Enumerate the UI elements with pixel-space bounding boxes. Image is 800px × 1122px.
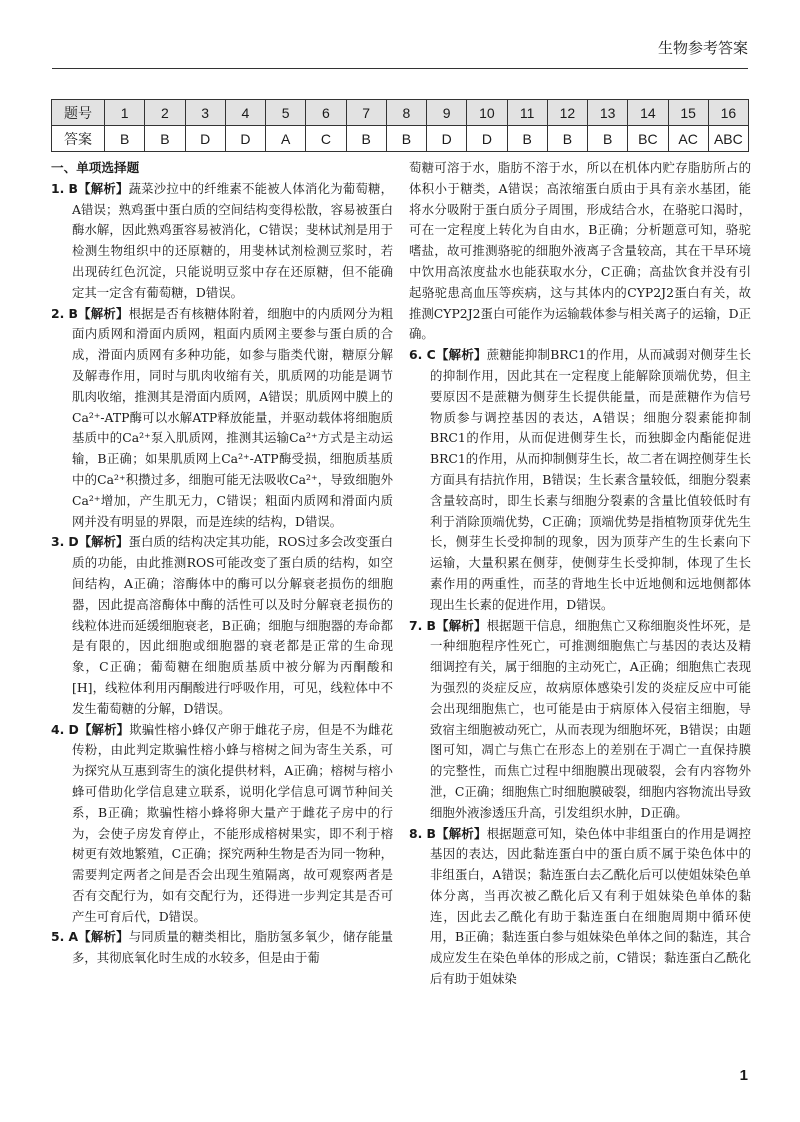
answer-row xyxy=(52,126,749,152)
item-tag: 【解析】 xyxy=(77,180,129,196)
table-cell: ABC xyxy=(708,126,748,152)
item-text: 与同质量的糖类相比，脂肪氢多氧少，储存能量多，其彻底氧化时生成的水较多，但是由于葡 xyxy=(72,929,394,966)
table-cell: B xyxy=(588,126,628,152)
table-cell: 11 xyxy=(507,100,547,126)
answer-item-7 xyxy=(409,616,751,824)
item-tag: 【解析】 xyxy=(435,825,487,841)
item-number: 2. xyxy=(51,305,65,321)
table-cell: 10 xyxy=(467,100,507,126)
table-cell: D xyxy=(225,126,265,152)
answer-item-6 xyxy=(409,345,751,615)
item-text: 蔬菜沙拉中的纤维素不能被人体消化为葡萄糖，A错误；熟鸡蛋中蛋白质的空间结构变得松散，容易被蛋白酶水解，因此熟鸡蛋容易被消化，C错误；斐林试剂是用于检测生物组织中的还原糖的，用斐林试剂检测豆浆时，若出现砖红色沉淀，只能说明豆浆中存在还原糖，但不能确定其一定含有葡萄糖，D错误。 xyxy=(72,180,393,300)
table-cell: D xyxy=(427,126,467,152)
answer-item-4 xyxy=(51,720,393,928)
answer-item-5 xyxy=(51,927,393,969)
table-cell: B xyxy=(145,126,185,152)
left-column xyxy=(51,158,393,969)
item-tag: 【解析】 xyxy=(435,347,487,363)
item-text: 根据题干信息，细胞焦亡又称细胞炎性坏死，是一种细胞程序性死亡，可推测细胞焦亡与基因的表达及精细调控有关，属于细胞的主动死亡，A正确；细胞焦亡表现为强烈的炎症反应，故病原体感染引发的炎症反应中可能会出现细胞焦亡，也可能是由于病原体入侵宿主细胞，导致宿主细胞被动死亡，从而表现为细胞坏死，B错误；由题图可知，凋亡与焦亡在形态上的差别在于凋亡一直保持膜的完整性，而焦亡过程中细胞膜出现破裂，会有内容物外泄，C正确；细胞焦亡时细胞膜破裂，细胞内容物流出导致细胞外液渗透压升高，引发组织水肿，D正确。 xyxy=(430,617,751,820)
question-number-row xyxy=(52,100,749,126)
item-answer: A xyxy=(68,929,79,945)
table-cell: 2 xyxy=(145,100,185,126)
item-answer: B xyxy=(426,617,436,633)
table-cell: B xyxy=(547,126,587,152)
row-label-question: 题号 xyxy=(52,100,105,126)
table-cell: 13 xyxy=(588,100,628,126)
table-cell: 5 xyxy=(266,100,306,126)
item-tag: 【解析】 xyxy=(78,721,130,737)
item-answer: B xyxy=(426,825,436,841)
item-answer: C xyxy=(426,347,436,363)
table-cell: 16 xyxy=(708,100,748,126)
table-cell: A xyxy=(266,126,306,152)
item-number: 4. xyxy=(51,721,65,737)
table-cell: 14 xyxy=(628,100,668,126)
item-5-continuation: 萄糖可溶于水，脂肪不溶于水，所以在机体内贮存脂肪所占的体积小于糖类，A错误；高浓缩蛋白质由于具有亲水基团，能将水分吸附于蛋白质分子周围，形成结合水，在骆驼口渴时，可在一定程度上转化为自由水，B正确；分析题意可知，骆驼嗜盐，故可推测骆驼的细胞外液离子含量较高，其在干旱环境中饮用高浓度盐水也能获取水分，C正确；高盐饮食并没有引起骆驼患高血压等疾病，这与其体内的CYP2J2蛋白有关，故推测CYP2J2蛋白可能作为运输载体参与相关离子的运输，D正确。 xyxy=(409,160,751,342)
item-answer: D xyxy=(68,534,79,550)
table-cell: 3 xyxy=(185,100,225,126)
table-cell: B xyxy=(507,126,547,152)
page-number: 1 xyxy=(739,1067,748,1084)
table-cell: B xyxy=(105,126,145,152)
item-text: 根据题意可知，染色体中非组蛋白的作用是调控基因的表达，因此黏连蛋白中的蛋白质不属于染色体中的非组蛋白，A错误；黏连蛋白去乙酰化后可以使姐妹染色单体分离，当再次被乙酰化后又有利于姐妹染色单体的黏连，因此去乙酰化有助于黏连蛋白在细胞周期中循环使用，B正确；黏连蛋白参与姐妹染色单体之间的黏连，其合成应发生在染色单体的形成之前，C错误；黏连蛋白乙酰化后有助于姐妹染 xyxy=(430,825,751,987)
table-cell: B xyxy=(386,126,426,152)
table-cell: D xyxy=(185,126,225,152)
table-cell: 1 xyxy=(105,100,145,126)
row-label-answer: 答案 xyxy=(52,126,105,152)
answer-item-8 xyxy=(409,824,751,990)
item-tag: 【解析】 xyxy=(435,617,487,633)
item-answer: D xyxy=(68,721,79,737)
table-cell: C xyxy=(306,126,346,152)
item-number: 3. xyxy=(51,534,65,550)
answer-item-1 xyxy=(51,179,393,304)
item-text: 根据是否有核糖体附着，细胞中的内质网分为粗面内质网和滑面内质网，粗面内质网主要参与蛋白质的合成，滑面内质网有多种功能，如参与脂类代谢，糖原分解及解毒作用，同时与肌肉收缩有关，肌质网的功能是调节肌肉收缩，推测其是滑面内质网，A错误；肌质网中膜上的Ca²⁺-ATP酶可以水解ATP释放能量，并驱动载体将细胞质基质中的Ca²⁺泵入肌质网，推测其运输Ca²⁺方式是主动运输，B正确；如果肌质网上Ca²⁺-ATP酶受损，细胞质基质中的Ca²⁺积攒过多，细胞可能无法吸收Ca²⁺，导致细胞外Ca²⁺增加，产生肌无力，C错误；粗面内质网和滑面内质网并没有明显的界限，而是连续的结构，D错误。 xyxy=(72,305,393,529)
table-cell: 15 xyxy=(668,100,708,126)
table-cell: AC xyxy=(668,126,708,152)
answer-item-2 xyxy=(51,304,393,533)
item-text: 欺骗性榕小蜂仅产卵于雌花子房，但是不为雌花传粉，由此判定欺骗性榕小蜂与榕树之间为寄生关系，可为探究从互惠到寄生的演化提供材料，A正确；榕树与榕小蜂可借助化学信息建立联系，说明化学信息可调节种间关系，B正确；欺骗性榕小蜂将卵大量产于雌花子房中的行为，会使子房发育停止，不能形成榕树果实，即不利于榕树更有效地繁殖，C正确；探究两种生物是否为同一物种，需要判定两者之间是否会出现生殖隔离，故可观察两者是否有交配行为，如有交配行为，还得进一步判定其是否可产生可育后代，D错误。 xyxy=(72,721,394,924)
item-number: 1. xyxy=(51,180,65,196)
table-cell: 4 xyxy=(225,100,265,126)
item-answer: B xyxy=(68,180,78,196)
answer-table xyxy=(51,99,749,152)
table-cell: 6 xyxy=(306,100,346,126)
table-cell: 12 xyxy=(547,100,587,126)
item-number: 6. xyxy=(409,347,423,363)
table-cell: 7 xyxy=(346,100,386,126)
item-answer: B xyxy=(68,305,78,321)
right-column xyxy=(409,158,751,990)
table-cell: 8 xyxy=(386,100,426,126)
item-tag: 【解析】 xyxy=(78,534,129,550)
item-number: 5. xyxy=(51,929,65,945)
section-title: 一、单项选择题 xyxy=(51,160,140,175)
item-tag: 【解析】 xyxy=(77,305,129,321)
header-rule xyxy=(52,68,748,69)
table-cell: 9 xyxy=(427,100,467,126)
table-cell: BC xyxy=(628,126,668,152)
item-tag: 【解析】 xyxy=(78,929,129,945)
page-header-title: 生物参考答案 xyxy=(657,39,748,57)
table-cell: B xyxy=(346,126,386,152)
item-text: 蔗糖能抑制BRC1的作用，从而减弱对侧芽生长的抑制作用，因此其在一定程度上能解除顶端优势，但主要原因不是蔗糖为侧芽生长提供能量，而是蔗糖作为信号物质参与调控基因的表达，A错误；细胞分裂素能抑制BRC1的作用，从而促进侧芽生长，而独脚金内酯能促进BRC1的作用，从而抑制侧芽生长，故二者在调控侧芽生长方面具有拮抗作用，B错误；生长素含量较低，细胞分裂素含量较高时，即生长素与细胞分裂素的含量比值较低时有利于消除顶端优势，C正确；顶端优势是指植物顶芽优先生长，侧芽生长受抑制的现象，因为顶芽产生的生长素向下运输，大量积累在侧芽，使侧芽生长受抑制，体现了生长素作用的两重性，而茎的背地生长中近地侧和远地侧都体现出生长素的促进作用，D错误。 xyxy=(430,347,751,612)
answer-item-3 xyxy=(51,532,393,719)
item-number: 8. xyxy=(409,825,423,841)
item-number: 7. xyxy=(409,617,423,633)
item-text: 蛋白质的结构决定其功能，ROS过多会改变蛋白质的功能，由此推测ROS可能改变了蛋白质的结构，如空间结构，A正确；溶酶体中的酶可以分解衰老损伤的细胞器，因此提高溶酶体中酶的活性可以及时分解衰老损伤的线粒体进而延缓细胞衰老，B正确；细胞与细胞器的寿命都是有限的，因此细胞或细胞器的衰老都是正常的生命现象，C正确；葡萄糖在细胞质基质中被分解为丙酮酸和[H]，线粒体利用丙酮酸进行呼吸作用，可见，线粒体中不发生葡萄糖的分解，D错误。 xyxy=(72,534,393,716)
table-cell: D xyxy=(467,126,507,152)
